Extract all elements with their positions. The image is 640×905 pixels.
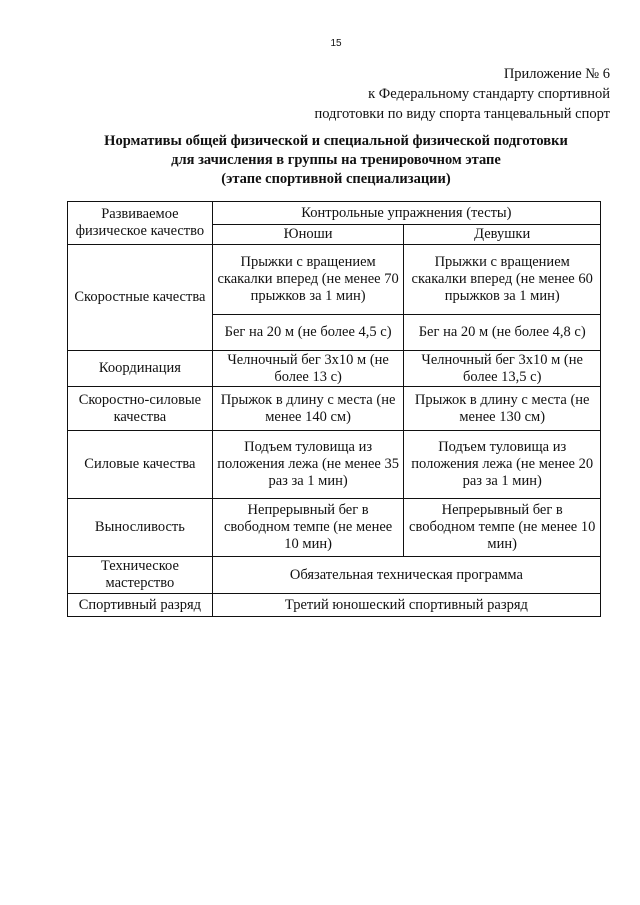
table-row: [68, 387, 601, 431]
merged-value-cell: Обязательная техническая программа: [212, 557, 600, 594]
appendix-line-3: подготовки по виду спорта танцевальный спорт: [314, 106, 610, 122]
boys-cell: Подъем туловища из положения лежа (не менее 35 раз за 1 мин): [212, 431, 404, 499]
page-number: 15: [330, 38, 342, 49]
girls-cell: Подъем туловища из положения лежа (не менее 20 раз за 1 мин): [404, 431, 601, 499]
header-quality-cell: Развиваемое физическое качество: [68, 202, 213, 245]
header-boys-cell: Юноши: [212, 225, 404, 245]
girls-cell: Челночный бег 3х10 м (не более 13,5 с): [404, 351, 601, 387]
quality-cell: Скоростные качества: [68, 245, 213, 351]
girls-cell: Бег на 20 м (не более 4,8 с): [404, 315, 601, 351]
boys-cell: Непрерывный бег в свободном темпе (не менее 10 мин): [212, 499, 404, 557]
table-row: [68, 557, 601, 594]
header-exercises-cell: Контрольные упражнения (тесты): [212, 202, 600, 225]
table-row: [68, 351, 601, 387]
boys-cell: Прыжок в длину с места (не менее 140 см): [212, 387, 404, 431]
appendix-header: [314, 64, 610, 124]
table-row: [68, 245, 601, 315]
table-header-row: [68, 202, 601, 225]
table-row: [68, 499, 601, 557]
quality-cell: Координация: [68, 351, 213, 387]
merged-value-cell: Третий юношеский спортивный разряд: [212, 594, 600, 617]
table-row: [68, 594, 601, 617]
title-line-1: Нормативы общей физической и специальной физической подготовки: [104, 133, 568, 149]
title-line-2: для зачисления в группы на тренировочном этапе: [171, 152, 501, 168]
document-title: [60, 132, 612, 189]
table-row: [68, 431, 601, 499]
boys-cell: Бег на 20 м (не более 4,5 с): [212, 315, 404, 351]
boys-cell: Прыжки с вращением скакалки вперед (не менее 70 прыжков за 1 мин): [212, 245, 404, 315]
girls-cell: Прыжок в длину с места (не менее 130 см): [404, 387, 601, 431]
girls-cell: Прыжки с вращением скакалки вперед (не менее 60 прыжков за 1 мин): [404, 245, 601, 315]
appendix-line-2: к Федеральному стандарту спортивной: [368, 86, 610, 102]
quality-cell: Скоростно-силовые качества: [68, 387, 213, 431]
quality-cell: Техническое мастерство: [68, 557, 213, 594]
quality-cell: Выносливость: [68, 499, 213, 557]
boys-cell: Челночный бег 3х10 м (не более 13 с): [212, 351, 404, 387]
norms-table: [67, 201, 601, 617]
title-line-3: (этапе спортивной специализации): [221, 171, 451, 187]
header-girls-cell: Девушки: [404, 225, 601, 245]
appendix-line-1: Приложение № 6: [503, 66, 610, 82]
girls-cell: Непрерывный бег в свободном темпе (не менее 10 мин): [404, 499, 601, 557]
quality-cell: Силовые качества: [68, 431, 213, 499]
quality-cell: Спортивный разряд: [68, 594, 213, 617]
